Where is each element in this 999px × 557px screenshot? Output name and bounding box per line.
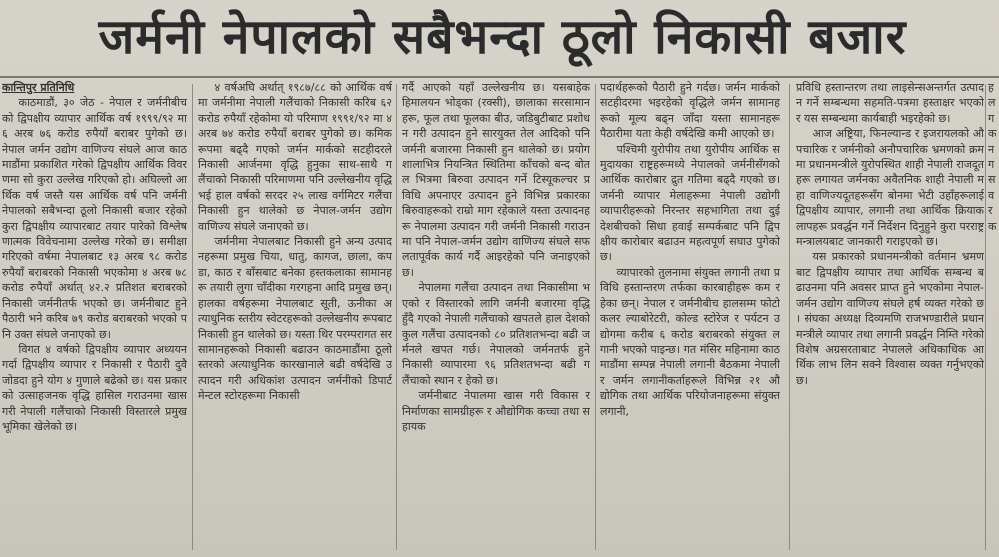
- article-column-2: [198, 80, 392, 555]
- headline: जर्मनी नेपालको सबैभन्दा ठूलो निकासी बजार: [98, 9, 907, 65]
- paragraph: व्यापारको तुलनामा संयुक्त लगानी तथा प्रविधि हस्तान्तरण तर्फका कारबाहीहरू कम रहेका छन्। नेपाल र जर्मनीबीच हालसम्म फोटो कलर ल्याबोरेटरी, कोल्ड स्टोरेज र पर्यटन उद्योगमा करीब ६ करोड बराबरको संयुक्त लगानी भएको पाइन्छ। गत मंसिर महिनामा काठमाडौंमा सम्पन्न नेपाली लगानी बैठकमा नेपाली र जर्मन लगानीकर्ताहरूले विभिन्न २१ औद्योगिक तथा आर्थिक परियोजनाहरूमा संयुक्त लगानी,: [600, 265, 780, 418]
- paragraph: आज अष्ट्रिया, फिनल्यान्ड र इजरायलको औपचारिक र जर्मनीको अनौपचारिक भ्रमणको क्रममा प्रधानमन्त्रीले युरोपस्थित शाही नेपाली राजदूतहरू लगायत जर्मनका अवैतनिक शाही नेपाली महा वाणिज्यदूतहरूसँग बोनमा भेटी उहाँहरूलाई द्विपक्षीय व्यापार, लगानी तथा आर्थिक क्रियाकलापहरू प्रवर्द्धन गर्ने निर्देशन दिनुहुने कुरा परराष्ट्र मन्त्रालयबाट जानकारी गराइएको छ।: [796, 127, 984, 249]
- article-column-1: [2, 80, 187, 555]
- paragraph: ह ल ग क न ग स व र क: [988, 81, 997, 233]
- paragraph: काठमाडौं, ३० जेठ - नेपाल र जर्मनीबीचको द्विपक्षीय व्यापार आर्थिक वर्ष १९९९/९२ मा ६ अरब ७६ करोड रुपैयाँ बराबर पुगेको छ। नेपाल जर्मन उद्योग वाणिज्य संघले आज काठमाडौंमा प्रकाशित गरेको द्विपक्षीय आर्थिक विवरणमा सो कुरा उल्लेख गरिएको हो। अघिल्लो आर्थिक वर्ष जस्तै यस आर्थिक वर्ष पनि जर्मनी नेपालको सबैभन्दा ठूलो निकासी बजार रहेको कुरा द्विपक्षीय व्यापारबाट तयार पारेको विश्लेषणात्मक विवेचनामा उल्लेख गरेको छ। समीक्षा गरिएको वर्षमा नेपालबाट १३ अरब ९८ करोड रुपैयाँ बराबरको निकासी भएकोमा ४ अरब ७८ करोड रुपैयाँ अर्थात् ४२.२ प्रतिशत बराबरको निकासी जर्मनीतर्फ भएको छ। जर्मनीबाट हुने पैठारी भने करिब ७९ करोड बराबरको भएको पनि उक्त संघले जनाएको छ।: [2, 96, 187, 341]
- column-divider: [985, 84, 986, 550]
- paragraph: प्रविधि हस्तान्तरण तथा लाइसेन्सअन्तर्गत उत्पादन गर्ने सम्बन्धमा सहमति-पत्रमा हस्ताक्षर भएको र यस सम्बन्धमा कार्यबाही भइरहेको छ।: [796, 81, 984, 125]
- column-divider: [595, 84, 596, 550]
- paragraph: गर्दै आएको यहाँ उल्लेखनीय छ। यसबाहेक हिमालयन भोड्का (रक्सी), छालाका सरसामानहरू, फूल तथा फूलका बीउ, जडिबुटीबाट प्रशोधन गरी उत्पादन हुने सारयुक्त तेल आदिको पनि जर्मनी बजारमा निकासी हुन थालेको छ। प्रयोगशालाभित्र नियन्त्रित स्थितिमा काँचको बन्द बोतल भित्रमा बिरुवा उत्पादन गर्ने टिस्यूकल्चर प्रविधि अपनाएर उत्पादन हुने विभिन्न प्रकारका बिरुवाहरूको राम्रो माग रहेकाले यस्ता उत्पादनहरू नेपालमा उत्पादन गरी जर्मनी निकासी गराउनमा पनि नेपाल-जर्मन उद्योग वाणिज्य संघले सफलतापूर्वक कार्य गर्दै आइरहेको पनि जनाइएको छ।: [402, 81, 590, 279]
- paragraph: विगत ४ वर्षको द्विपक्षीय व्यापार अध्ययन गर्दा द्विपक्षीय व्यापार र निकासी र पैठारी दुवै जोडदा हुने योग ४ गुणाले बढेको छ। यस प्रकारको उत्साहजनक वृद्धि हासिल गराउनमा खास गरी नेपाली गलैंचाको निकासी विस्तारले प्रमुख भूमिका खेलेको छ।: [2, 342, 187, 433]
- paragraph: जर्मनीबाट नेपालमा खास गरी विकास र निर्माणका सामग्रीहरू र औद्योगिक कच्चा तथा सहायक: [402, 389, 590, 433]
- paragraph: ४ वर्षअघि अर्थात् १९८७/८८ को आर्थिक वर्षमा जर्मनीमा नेपाली गलैंचाको निकासी करिब ६२ करोड रुपैयाँ रहेकोमा यो परिमाण १९९१/९२ मा ४ अरब ७४ करोड रुपैयाँ बराबर पुगेको छ। कमिक रूपमा बढ्दै गएको जर्मन मार्कको सटहीदरले निकासी आर्जनमा वृद्धि हुनुका साथ-साथै गलैंचाको निकासी परिमाणमा पनि उल्लेखनीय वृद्धि भई हाल वर्षको सरदर २५ लाख वर्गमिटर गलैंचा निकासी हुन थालेको छ नेपाल-जर्मन उद्योग वाणिज्य संघले जनाएको छ।: [198, 81, 392, 233]
- paragraph: पश्चिमी युरोपीय तथा युरोपीय आर्थिक समुदायका राष्ट्रहरूमध्ये नेपालको जर्मनीसँगको आर्थिक कारोबार द्रुत गतिमा बढ्दै गएको छ। जर्मनी व्यापार मेलाहरूमा नेपाली उद्योगी व्यापारीहरूको निरन्तर सहभागिता तथा दुई देशबीचको सिधा हवाई सम्पर्कबाट पनि द्विपक्षीय कारोबार बढाउन महत्वपूर्ण सघाउ पुगेको छ।: [600, 142, 780, 264]
- article-column-5: [796, 80, 984, 555]
- byline: कान्तिपुर प्रतिनिधि: [2, 81, 75, 94]
- article-column-edge-fragment: [988, 80, 999, 555]
- paragraph: पदार्थहरूको पैठारी हुने गर्दछ। जर्मन मार्कको सटहीदरमा भइरहेको वृद्धिले जर्मन सामानहरूको मूल्य बढ्न जाँदा यस्ता सामानहरू पैठारीमा यता केही वर्षदेखि कमी आएको छ।: [600, 81, 780, 141]
- paragraph: नेपालमा गलैंचा उत्पादन तथा निकासीमा भएको र विस्तारको लागि जर्मनी बजारमा वृद्धि हुँदै गएको नेपाली गलैंचाको खपतले हाल देशको कुल गलैंचा उत्पादनको ८० प्रतिशतभन्दा बढी जर्मनले खपत गर्छ। नेपालको जर्मनतर्फ हुने निकासी व्यापारमा ९६ प्रतिशतभन्दा बढी गलैंचाको स्थान र हेको छ।: [402, 281, 590, 387]
- article-column-3: [402, 80, 590, 555]
- paragraph: यस प्रकारको प्रधानमन्त्रीको वर्तमान भ्रमणबाट द्विपक्षीय व्यापार तथा आर्थिक सम्बन्ध बढाउनमा पनि अवसर प्राप्त हुने भएकोमा नेपाल-जर्मन उद्योग वाणिज्य संघले हर्ष व्यक्त गरेको छ। संघका अध्यक्ष दिव्यमणि राजभण्डारीले प्रधानमन्त्रीले व्यापार तथा लगानी प्रवर्द्धन निम्ति गरेको विशेष अग्रसरताबाट नेपालले अधिकाधिक आर्थिक लाभ लिन सक्ने विश्वास व्यक्त गर्नुभएको छ।: [796, 250, 984, 387]
- column-divider: [192, 84, 193, 550]
- headline-rule: [0, 76, 999, 78]
- article-column-4: [600, 80, 780, 555]
- column-divider: [789, 84, 790, 550]
- paragraph: जर्मनीमा नेपालबाट निकासी हुने अन्य उत्पादनहरूमा प्रमुख चिया, धातु, कागज, छाला, कपडा, काठ र बाँसबाट बनेका हस्तकलाका सामानहरू तयारी लुगा चाँदीका गरगहना आदि प्रमुख छन्। हालका वर्षहरूमा नेपालबाट सूती, ऊनीका अत्याधुनिक स्तरीय स्वेटरहरूको उल्लेखनीय रूपबाट निकासी हुन थालेको छ। यस्ता थिर परम्परागत सरसामानहरूको निकासी बढाउन काठमाडौंमा ठूलो स्तरको अत्याधुनिक कारखानाले बढी वर्षदेखि उत्पादन गरी अधिकांश उत्पादन जर्मनीको डिपार्टमेन्टल स्टोरहरूमा निकासी: [198, 235, 392, 403]
- column-divider: [396, 84, 397, 550]
